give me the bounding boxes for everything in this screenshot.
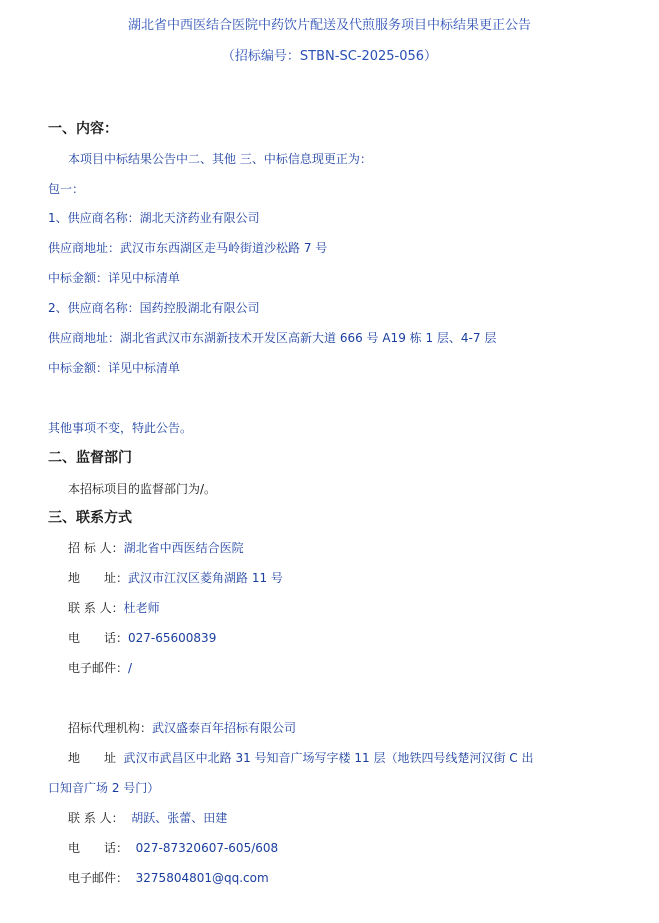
agency-value: 武汉盛泰百年招标有限公司 [152,721,297,735]
tenderer-value: 湖北省中西医结合医院 [123,541,244,555]
address-value: 武汉市江汉区菱角湖路 11 号 [128,571,283,585]
agency-label: 招标代理机构： [68,721,153,735]
section3-heading: 三、联系方式 [48,510,132,526]
supervision-text: 本招标项目的监督部门为/。 [68,482,217,496]
agency-address-label: 地 址 [68,751,117,765]
supplier1-name: 1、供应商名称：湖北天济药业有限公司 [48,211,260,225]
agency-contact-label: 联 系 人： [68,811,124,825]
supplier2-name: 2、供应商名称：国药控股湖北有限公司 [48,301,260,315]
agency-email-label: 电子邮件： [68,871,129,885]
address-label: 地 址： [68,571,129,585]
agency-address-value: 武汉市武昌区中北路 31 号知音广场写字楼 11 层（地铁四号线楚河汉街 C 出 [123,751,534,765]
agency-phone-label: 电 话： [68,841,129,855]
contact-label: 联 系 人： [68,601,124,615]
supplier1-address: 供应商地址：武汉市东西湖区走马岭街道沙松路 7 号 [48,241,328,255]
email-label: 电子邮件： [68,661,129,675]
phone-row [68,630,216,646]
email-value: / [128,661,133,675]
section1-heading: 一、内容： [48,121,118,137]
agency-phone-row [68,840,278,856]
agency-address-continued: 口知音广场 2 号门） [48,781,160,795]
announcement-title: 湖北省中西医结合医院中药饮片配送及代煎服务项目中标结果更正公告 [127,18,531,33]
phone-label: 电 话： [68,631,129,645]
tenderer-label: 招 标 人： [68,541,124,555]
address-row [68,570,283,586]
agency-row [68,720,296,736]
phone-value: 027-65600839 [128,631,217,645]
email-row [68,660,132,676]
contact-row [68,600,160,616]
contact-value: 杜老师 [123,601,160,615]
tenderer-row [68,540,244,556]
agency-email-link[interactable]: 3275804801@qq.com [135,871,269,885]
agency-phone-value: 027-87320607-605/608 [135,841,279,855]
supplier2-amount: 中标金额：详见中标清单 [48,361,181,375]
supplier2-address: 供应商地址：湖北省武汉市东湖新技术开发区高新大道 666 号 A19 栋 1 层、4-7 层 [48,331,497,345]
agency-contact-row [68,810,227,826]
agency-address-row [68,750,533,766]
package-label: 包一： [48,182,85,196]
supplier1-amount: 中标金额：详见中标清单 [48,271,181,285]
agency-email-row [68,870,269,886]
bid-number: （招标编号：STBN-SC-2025-056） [221,49,438,64]
closing-statement: 其他事项不变，特此公告。 [48,421,193,435]
section2-heading: 二、监督部门 [48,450,132,466]
section1-intro: 本项目中标结果公告中二、其他 三、中标信息现更正为： [68,152,372,166]
agency-contact-value: 胡跃、张蕾、田建 [131,811,228,825]
